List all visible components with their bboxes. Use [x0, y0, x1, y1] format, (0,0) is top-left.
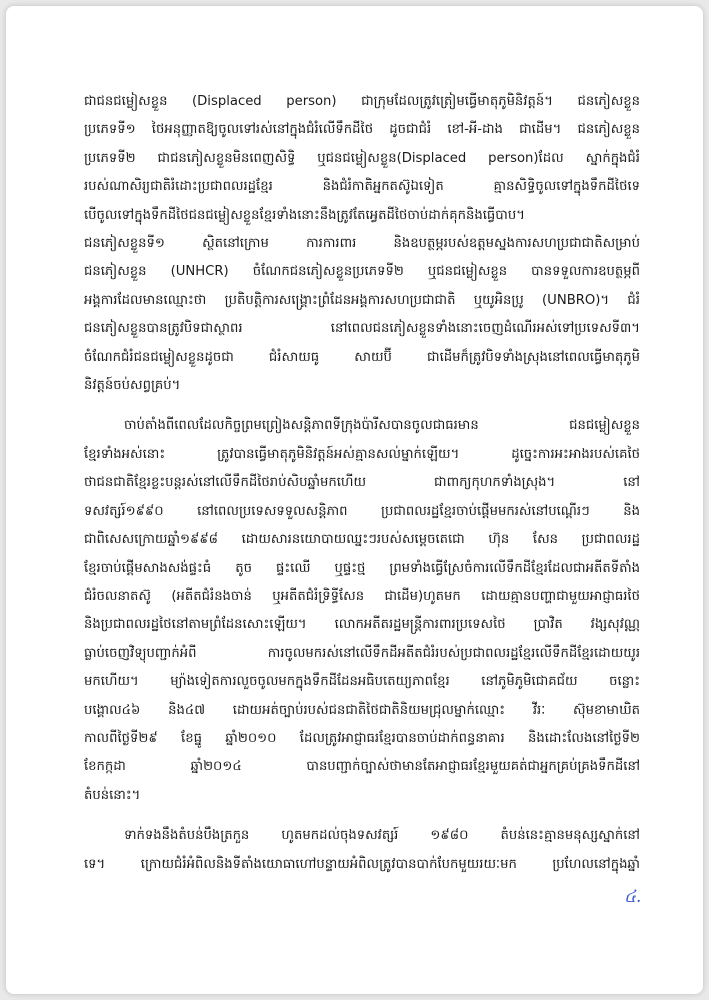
text-line: ទេ។ ក្រោយជំរំអំពិលនិងទីតាំងយោធាហៅបន្ទាយអំពិលត្រូវបានបាក់បែកមួយរយៈមក ប្រហែលនៅក្នុងឆ្នាំ — [84, 856, 640, 872]
text-line: ប្រភេទទី២ ជាជនភៀសខ្លួនមិនពេញសិទ្ធិ ឬជនជម្លៀសខ្លួន(Displaced person)ដែល ស្នាក់ក្នុងជំរំ — [84, 150, 640, 166]
text-line: ធ្លាប់ចេញវិទ្យុបញ្ជាក់អំពី ការចូលមករស់នៅលើទឹកដីអតីតជំរំរបស់ប្រជាពលរដ្ឋខ្មែរលើទឹកដីខ្មែរដោយយូរ — [84, 645, 640, 661]
paragraph-3 — [84, 822, 640, 879]
text-line: មកហើយ។ ម្យ៉ាងទៀតការលួចចូលមកក្នុងទឹកដីដែនអធិបតេយ្យភាពខ្មែរ នៅភូមិភូមិជោគជ័យ ចន្លោះ — [84, 674, 640, 690]
document-body — [84, 88, 640, 879]
text-line: ជំរំចលនាតស៊ូ (អតីតជំរំនងចាន់ ឬអតីតជំរំទ្រិទ្ធីសែន ជាដើម)ហូតមក ដោយគ្មានបញ្ហាជាមួយអាជ្ញាធរថៃ — [84, 588, 640, 604]
text-line: ជនភៀសខ្លួនទី១ ស្ថិតនៅក្រោម ការការពារ និងឧបត្ថម្ភរបស់ឧត្តមស្នងការសហប្រជាជាតិសម្រាប់ — [84, 236, 640, 252]
text-line: ប្រភេទទី១ ថៃអនុញ្ញាតឱ្យចូលទៅរស់នៅក្នុងជំរំលើទឹកដីថៃ ដូចជាជំរំ ខៅ-អី-ដាង ជាដើម។ ជនភៀសខ្លួន — [84, 122, 640, 138]
paragraph-2 — [84, 412, 640, 810]
text-line: តំបន់នោះ។ — [84, 787, 141, 803]
text-line: ខ្មែរចាប់ផ្តើមសាងសង់ផ្ទះធំ តូច ផ្ទះឈើ ឬផ្ទះថ្ម ព្រមទាំងធ្វើស្រែចំការលើទឹកដីខ្មែរដែលជាអតីតទីតាំង — [84, 560, 640, 576]
text-line: កាលពីថ្ងៃទី២៩ ខែធ្នូ ឆ្នាំ២០១០ ដែលត្រូវអាជ្ញាធរខ្មែរបានចាប់ដាក់ពន្ធនាគារ និងដោះលែងនៅថ្ងៃទី២ — [84, 730, 640, 746]
text-line: ខ្មែរទាំងអស់នោះ ត្រូវបានធ្វើមាតុភូមិនិវត្តន៍អស់គ្មានសល់ម្នាក់ឡើយ។ ដូច្នេះការអះអាងរបស់គេថៃ — [84, 446, 640, 462]
text-line: ជាពិសេសក្រោយឆ្នាំ១៩៩៨ ដោយសារនយោបាយឈ្នះៗរបស់សម្តេចតេជោ ហ៊ុន សែន ប្រជាពលរដ្ឋ — [84, 532, 640, 548]
page-number-marker: ៤. — [624, 887, 642, 907]
text-line: ជាជនជម្លៀសខ្លួន (Displaced person) ជាក្រុមដែលត្រូវត្រៀមធ្វើមាតុភូមិនិវត្តន៍។ ជនភៀសខ្លួន — [84, 94, 640, 109]
document-page — [6, 6, 703, 994]
text-line: និវត្តន៍ចប់សព្វគ្រប់។ — [84, 378, 181, 394]
text-line: ចាប់តាំងពីពេលដែលកិច្ចព្រមព្រៀងសន្តិភាពទីក្រុងប៉ារីសបានចូលជាធរមាន ជនជម្លៀសខ្លួន — [124, 418, 640, 434]
text-line: ខែកក្កដា ឆ្នាំ២០១៤ បានបញ្ជាក់ច្បាស់ថាមានតែអាជ្ញាធរខ្មែរមួយគត់ជាអ្នកគ្រប់គ្រងទឹកដីនៅ — [84, 759, 640, 775]
text-line: របស់ណាសិរ្យជាតិរំដោះប្រជាពលរដ្ឋខ្មែរ និងជំរំកាតិអ្នកតស៊ូឯទៀត គ្មានសិទ្ធិចូលទៅក្នុងទឹកដីថៃទេ — [84, 179, 640, 195]
text-line: ថាជនជាតិខ្មែរខ្លះបន្តរស់នៅលើទឹកដីថៃរាប់សិបឆ្នាំមកហើយ ជាពាក្យកុហកទាំងស្រុង។ នៅ — [84, 475, 640, 491]
text-line: ទាក់ទងនឹងតំបន់បឹងត្រកួន ហូតមកដល់ចុងទសវត្សរ៍ ១៩៨០ តំបន់នេះគ្មានមនុស្សស្នាក់នៅ — [124, 828, 640, 844]
text-line: ជនភៀសខ្លួន (UNHCR) ចំណែកជនភៀសខ្លួនប្រភេទទី២ ឬជនជម្លៀសខ្លួន បានទទួលការឧបត្ថម្ភពី — [84, 264, 640, 280]
text-line: ទសវត្សរ៍១៩៩០ នៅពេលប្រទេសទទួលសន្តិភាព ប្រជាពលរដ្ឋខ្មែរចាប់ផ្តើមមករស់នៅបណ្តើរៗ និង — [84, 503, 640, 519]
paragraph-1 — [84, 88, 640, 400]
text-line: អង្គការដែលមានឈ្មោះថា ប្រតិបត្តិការសង្គ្រោះព្រំដែនអង្គការសហប្រជាជាតិ ឬយូអិនប្រូ (UNBRO)។ ជំរំ — [84, 292, 640, 308]
text-line: បង្គោល៤៦ និង៤៧ ដោយអត់ច្បាប់របស់ជនជាតិថៃជាតិនិយមជ្រុលម្នាក់ឈ្មោះ វីរៈ ស៊ុមខាមាឃិត — [84, 702, 640, 718]
text-line: ចំណែកជំរំជនជម្លៀសខ្លួនដូចជា ជំរំសាយធូ សាយប៊ី ជាដើមក៏ត្រូវបិទទាំងស្រុងនៅពេលធ្វើមាតុភូមិ — [84, 349, 640, 365]
text-line: បើចូលទៅក្នុងទឹកដីថៃជនជម្លៀសខ្លួនខ្មែរទាំងនោះនឹងត្រូវតែអ្វេតដីថៃចាប់ដាក់គុកនិងធ្វើបាប។ — [84, 207, 525, 223]
text-line: និងប្រជាពលរដ្ឋថៃនៅតាមព្រំដែនសោះឡើយ។ លោកអតីតរដ្ឋមន្ត្រីការពារប្រទេសថៃ ប្រាវិត វង្សសុវណ្ណ — [84, 617, 640, 633]
text-line: ជនភៀសខ្លួនបានត្រូវបិទជាស្ថាពរ នៅពេលជនភៀសខ្លួនទាំងនោះចេញដំណើរអស់ទៅប្រទេសទី៣។ — [84, 321, 640, 337]
